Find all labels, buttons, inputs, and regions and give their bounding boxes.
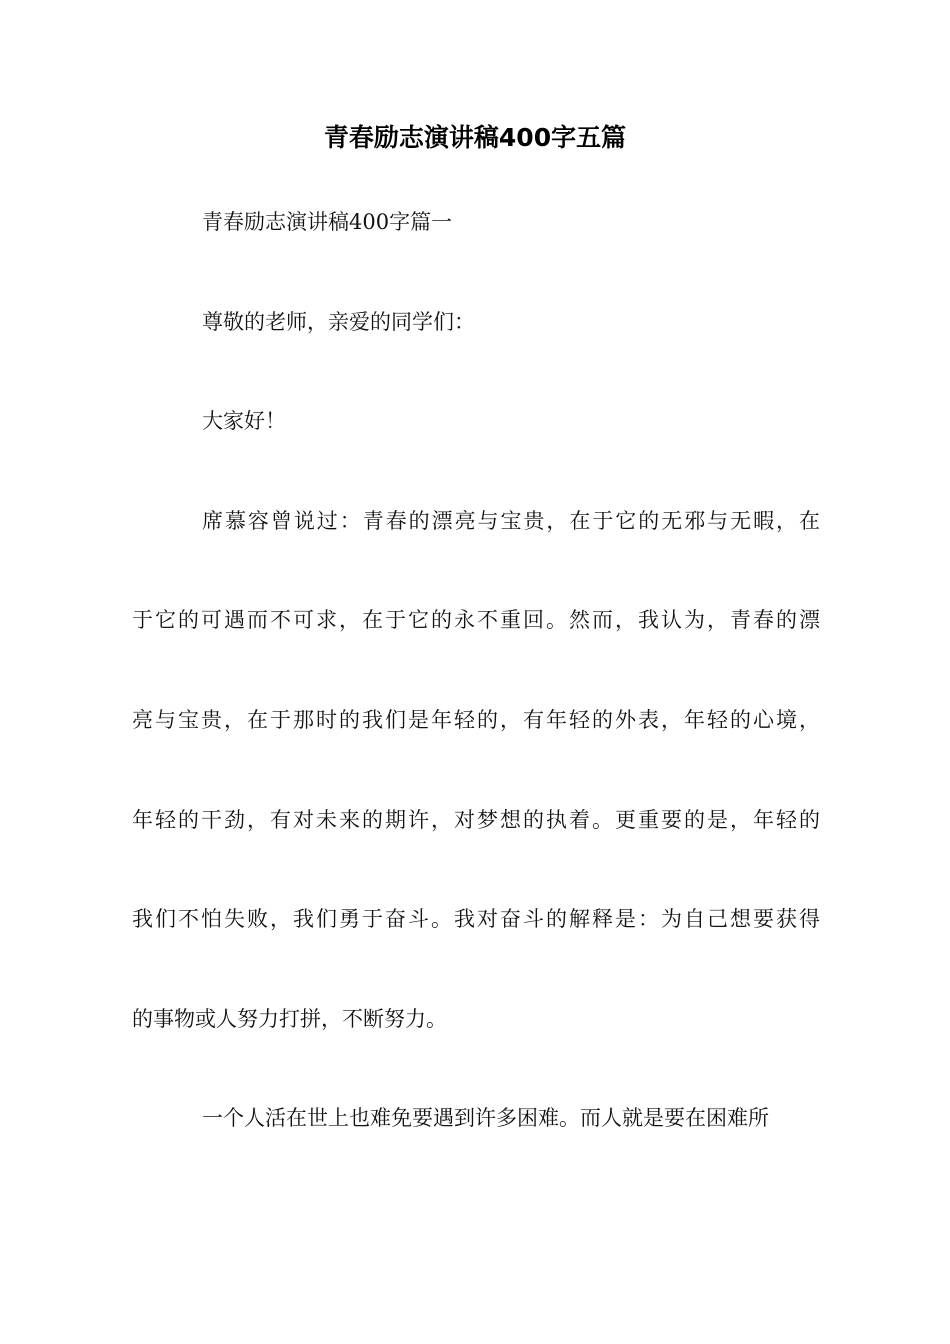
text-line: 我们不怕失败，我们勇于奋斗。我对奋斗的解释是：为自己想要获得 bbox=[132, 907, 822, 932]
text-line: 席慕容曾说过：青春的漂亮与宝贵，在于它的无邪与无暇，在 bbox=[202, 508, 822, 533]
text-line: 大家好！ bbox=[202, 409, 286, 434]
text-line: 于它的可遇而不可求，在于它的永不重回。然而，我认为，青春的漂 bbox=[132, 608, 822, 633]
text-line: 尊敬的老师，亲爱的同学们： bbox=[202, 309, 475, 334]
text-line: 亮与宝贵，在于那时的我们是年轻的，有年轻的外表，年轻的心境， bbox=[132, 708, 822, 732]
text-line: 年轻的干劲，有对未来的期许，对梦想的执着。更重要的是，年轻的 bbox=[132, 807, 822, 832]
text-line: 的事物或人努力打拼，不断努力。 bbox=[132, 1006, 447, 1031]
text-line: 青春励志演讲稿400字篇一 bbox=[202, 210, 453, 234]
text-line: 一个人活在世上也难免要遇到许多困难。而人就是要在困难所 bbox=[202, 1106, 769, 1131]
document-title: 青春励志演讲稿400字五篇 bbox=[323, 123, 627, 152]
